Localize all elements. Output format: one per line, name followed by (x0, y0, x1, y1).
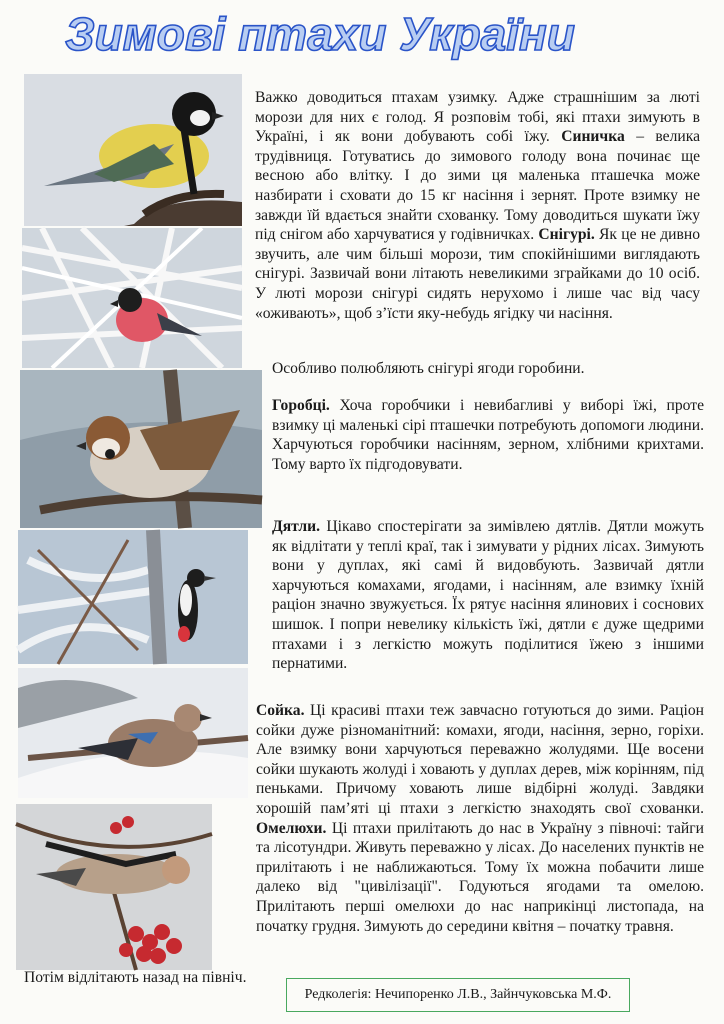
page-title (65, 6, 575, 62)
editors-box (286, 978, 630, 1012)
term-waxwing: Омелюхи. (256, 819, 327, 837)
jays-paragraph (256, 701, 704, 936)
term-woodpeckers: Дятли. (272, 518, 321, 535)
term-sparrows: Горобці. (272, 397, 330, 414)
great-tit-photo (24, 74, 242, 226)
intro-text: Важко доводиться птахам узимку. Адже страшнішим за люті морози для них є голод. Я розповім тобі, які птахи зимують в Україні, і як вони добувають собі їжу. (255, 89, 700, 146)
page-title-text: Зимові птахи України (65, 8, 575, 60)
bullfinch-photo (22, 228, 242, 368)
sparrows-paragraph (272, 396, 704, 474)
titmouse-text: – велика трудівниця. Готуватись до зимового голоду вона починає ще весною або влітку. І до зими ця маленька пташечка може назбирати і сховати до 15 кг насіння і зернят. Проте взимку не завжди їй вдається знайти схованку. Тому доводиться шукати їжу під снігом або харчуватися у годівничках. (255, 128, 700, 244)
waxwing-text: Ці птахи прилітають до нас в Україну з півночі: тайги та лісотундри. Живуть переважно у лісах. До населених пунктів не прилітають і не наближаються. Тому їх можна побачити лише далеко від "цивілізації". Годуються ягодами та омелою. Прилітають перші омелюхи до нас наприкінці листопада, на початку грудня. Зимують до середини квітня – початку травня. (256, 819, 704, 935)
intro-paragraph (255, 88, 700, 323)
woodpeckers-paragraph (272, 517, 704, 674)
bullfinch-last-line: Особливо полюбляють снігурі ягоди горобини. (272, 360, 585, 377)
term-titmouse: Синичка (561, 128, 625, 146)
woodpeckers-text: Цікаво спостерігати за зимівлею дятлів. Дятли можуть як відлітати у теплі краї, так і зимувати у рідних лісах. Зимують вони у дуплах, які самі й видовбують. Зазвичай дятли харчуються комахами, ягодами, і насінням, але взимку їхній раціон значно звужується. Їх рятує насіння ялинових і соснових шишок. І попри невелику кількість їжі, дятли є дуже щедрими птахами і з легкістю можуть поділитися їжею з іншими пернатими. (272, 518, 704, 673)
jay-photo (18, 668, 248, 798)
term-bullfinch: Снігурі. (538, 226, 595, 244)
sparrow-photo (20, 370, 262, 528)
jay-text: Ці красиві птахи теж завчасно готуються до зими. Раціон сойки дуже різноманітний: комахи, ягоди, насіння, зерно, горіхи. Але взимку вони харчуються переважно жолудями. Ще восени сойки шукають жолуді і ховають у дуплах дерев, між корінням, під пеньками. Причому ховають лише відбірні жолуді. Завдяки хорошій пам’яті ці птахи з легкістю знаходять свої схованки. (256, 702, 704, 817)
waxwing-photo (16, 804, 212, 970)
editors-text: Редколегія: Нечипоренко Л.В., Зайнчуковська М.Ф. (304, 987, 612, 1002)
sparrows-text: Хоча горобчики і невибагливі у виборі їжі, проте взимку ці маленькі сірі пташечки потребують допомоги людини. Харчуються горобчики насінням, зерном, хлібними крихтами. Тому варто їх підгодовувати. (272, 397, 704, 473)
woodpecker-photo (18, 530, 248, 664)
term-jay: Сойка. (256, 702, 305, 719)
closing-line: Потім відлітають назад на північ. (24, 969, 247, 986)
bullfinch-text: Як це не дивно звучить, але чим більші морози, тим спокійнішими виглядають снігурі. Зазвичай вони літають невеликими зграйками до 10 осіб. У люті морози снігурі сидять нерухомо і лише час від часу «оживають», щоб з’їсти яку-небудь ягідку чи насіння. (255, 226, 701, 322)
